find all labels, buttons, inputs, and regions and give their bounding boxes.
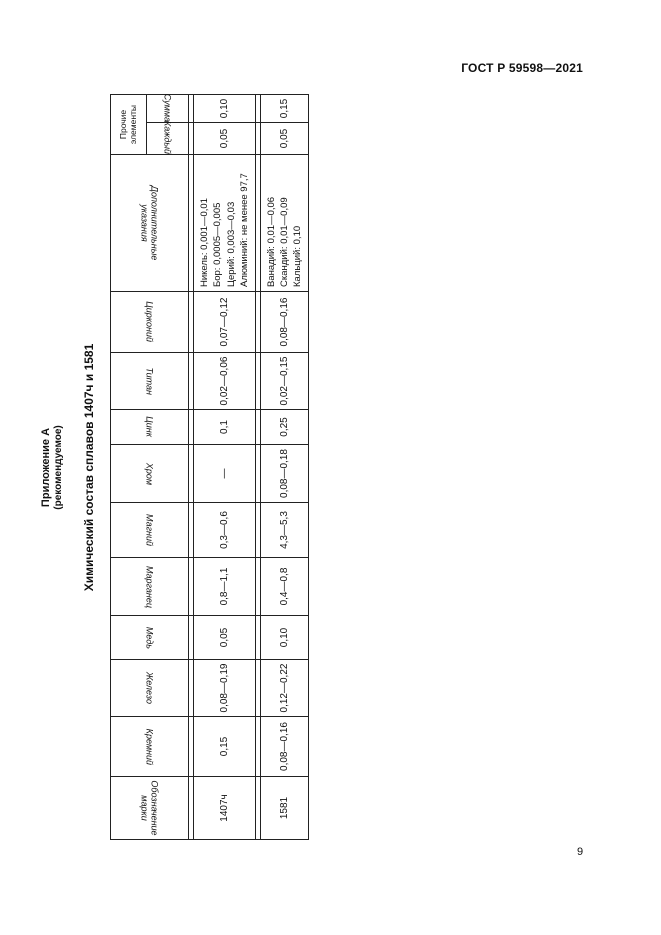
cell-zinc: 0,1 <box>194 410 256 445</box>
cell-grade: 1407ч <box>194 777 256 840</box>
header-silicon: Кремний <box>111 717 189 777</box>
cell-copper: 0,10 <box>261 616 309 660</box>
page-number: 9 <box>577 846 584 858</box>
rotated-appendix <box>40 95 315 840</box>
header-other: Прочие элементы <box>111 95 147 155</box>
cell-titanium: 0,02—0,06 <box>194 353 256 410</box>
cell-silicon: 0,08—0,16 <box>261 717 309 777</box>
header-magnesium: Магний <box>111 503 189 558</box>
cell-iron: 0,12—0,22 <box>261 660 309 717</box>
note-line: Бор: 0,0005—0,005 <box>212 202 224 287</box>
note-line: Скандий: 0,01—0,09 <box>278 197 290 287</box>
cell-manganese: 0,8—1,1 <box>194 558 256 616</box>
cell-zinc: 0,25 <box>261 410 309 445</box>
cell-magnesium: 4,3—5,3 <box>261 503 309 558</box>
appendix-heading: Химический состав сплавов 1407ч и 1581 <box>82 343 96 592</box>
header-zirconium: Цирконий <box>111 292 189 353</box>
table-row <box>261 95 309 840</box>
cell-zirconium: 0,08—0,16 <box>261 292 309 353</box>
standard-designation: ГОСТ Р 59598—2021 <box>461 61 583 75</box>
cell-magnesium: 0,3—0,6 <box>194 503 256 558</box>
header-manganese: Марганец <box>111 558 189 616</box>
note-line: Ванадий: 0,01—0,06 <box>265 196 277 287</box>
header-iron: Железо <box>111 660 189 717</box>
header-titanium: Титан <box>111 353 189 410</box>
header-zinc: Цинк <box>111 410 189 445</box>
cell-grade: 1581 <box>261 777 309 840</box>
header-copper: Медь <box>111 616 189 660</box>
cell-copper: 0,05 <box>194 616 256 660</box>
cell-iron: 0,08—0,19 <box>194 660 256 717</box>
note-line: Никель: 0,001—0,01 <box>199 198 211 287</box>
cell-silicon: 0,15 <box>194 717 256 777</box>
note-line: Кальций: 0,10 <box>292 225 304 287</box>
appendix-title: Приложение А <box>40 427 52 508</box>
header-chromium: Хром <box>111 445 189 503</box>
cell-notes <box>194 155 256 292</box>
cell-chromium: 0,08—0,18 <box>261 445 309 503</box>
cell-each: 0,05 <box>194 123 256 155</box>
header-grade: Обозначение марки <box>111 777 189 840</box>
table-row <box>194 95 256 840</box>
cell-manganese: 0,4—0,8 <box>261 558 309 616</box>
cell-total: 0,10 <box>194 95 256 123</box>
note-line: Алюминий: не менее 97,7 <box>238 173 250 287</box>
header-total: Сумма <box>147 95 189 123</box>
header-each: Каждый <box>147 123 189 155</box>
header-additional: Дополнительные указания <box>111 155 189 292</box>
composition-table <box>110 94 309 840</box>
appendix-subtitle: (рекомендуемое) <box>53 425 64 510</box>
cell-titanium: 0,02—0,15 <box>261 353 309 410</box>
cell-chromium: — <box>194 445 256 503</box>
note-line: Церий: 0,003—0,03 <box>225 201 237 287</box>
cell-notes <box>261 155 309 292</box>
cell-total: 0,15 <box>261 95 309 123</box>
cell-zirconium: 0,07—0,12 <box>194 292 256 353</box>
cell-each: 0,05 <box>261 123 309 155</box>
